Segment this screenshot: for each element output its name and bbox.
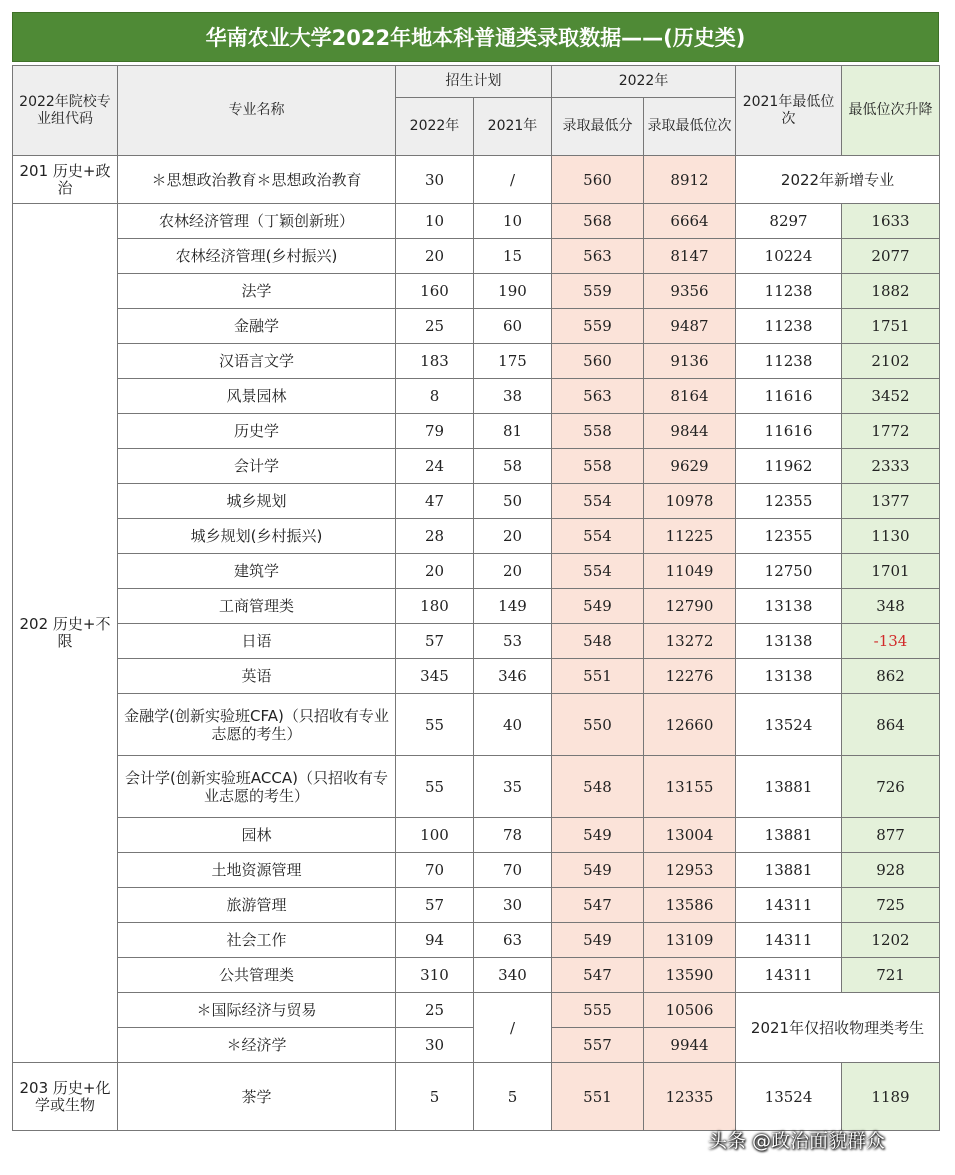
- plan-2021-cell: 78: [474, 818, 552, 853]
- min-rank-cell: 9944: [644, 1028, 736, 1063]
- min-score-cell: 560: [552, 344, 644, 379]
- min-rank-cell: 12276: [644, 659, 736, 694]
- plan-2021-cell: 50: [474, 484, 552, 519]
- major-cell: 城乡规划(乡村振兴): [118, 519, 396, 554]
- min-score-cell: 559: [552, 309, 644, 344]
- plan-2022-cell: 28: [396, 519, 474, 554]
- plan-2021-cell: 20: [474, 554, 552, 589]
- plan-2022-cell: 8: [396, 379, 474, 414]
- major-cell: 金融学(创新实验班CFA)（只招收有专业志愿的考生）: [118, 694, 396, 756]
- min-score-cell: 548: [552, 624, 644, 659]
- major-cell: 建筑学: [118, 554, 396, 589]
- plan-2021-cell: 63: [474, 923, 552, 958]
- rank-2021-cell: 11616: [736, 379, 842, 414]
- header-rank-2021: 2021年最低位次: [736, 66, 842, 156]
- min-score-cell: 551: [552, 659, 644, 694]
- rank-2021-cell: 14311: [736, 923, 842, 958]
- rank-2021-cell: 13524: [736, 1063, 842, 1131]
- rank-change-cell: 726: [842, 756, 940, 818]
- min-score-cell: 549: [552, 853, 644, 888]
- rank-2021-cell: 12355: [736, 484, 842, 519]
- table-row: [13, 274, 940, 309]
- plan-2022-cell: 5: [396, 1063, 474, 1131]
- table-row: [13, 923, 940, 958]
- plan-2022-cell: 30: [396, 156, 474, 204]
- min-rank-cell: 12953: [644, 853, 736, 888]
- rank-change-cell: 721: [842, 958, 940, 993]
- rank-change-cell: -134: [842, 624, 940, 659]
- plan-2021-cell: 340: [474, 958, 552, 993]
- plan-2022-cell: 160: [396, 274, 474, 309]
- min-score-cell: 554: [552, 554, 644, 589]
- major-cell: 风景园林: [118, 379, 396, 414]
- table-row: [13, 156, 940, 204]
- rank-2021-cell: 11616: [736, 414, 842, 449]
- plan-2021-cell: 346: [474, 659, 552, 694]
- plan-2021-cell: 40: [474, 694, 552, 756]
- rank-change-cell: 1772: [842, 414, 940, 449]
- plan-2022-cell: 79: [396, 414, 474, 449]
- header-min-rank: 录取最低位次: [644, 98, 736, 156]
- table-row: [13, 1063, 940, 1131]
- table-row: [13, 756, 940, 818]
- rank-2021-cell: 13138: [736, 624, 842, 659]
- table-row: [13, 414, 940, 449]
- plan-2022-cell: 10: [396, 204, 474, 239]
- min-score-cell: 563: [552, 239, 644, 274]
- min-rank-cell: 9487: [644, 309, 736, 344]
- header-year-2022: 2022年: [552, 66, 736, 98]
- plan-2021-cell: 10: [474, 204, 552, 239]
- min-rank-cell: 9356: [644, 274, 736, 309]
- rank-change-cell: 725: [842, 888, 940, 923]
- rank-2021-cell: 13138: [736, 659, 842, 694]
- min-score-cell: 558: [552, 414, 644, 449]
- table-row: [13, 379, 940, 414]
- plan-2022-cell: 20: [396, 239, 474, 274]
- table-row: [13, 449, 940, 484]
- min-score-cell: 554: [552, 484, 644, 519]
- rank-change-cell: 862: [842, 659, 940, 694]
- rank-2021-cell: 12750: [736, 554, 842, 589]
- table-row: [13, 309, 940, 344]
- plan-2022-cell: 47: [396, 484, 474, 519]
- plan-2022-cell: 57: [396, 624, 474, 659]
- table-row: [13, 818, 940, 853]
- plan-2022-cell: 183: [396, 344, 474, 379]
- min-rank-cell: 8164: [644, 379, 736, 414]
- min-rank-cell: 13109: [644, 923, 736, 958]
- rank-change-cell: 3452: [842, 379, 940, 414]
- major-cell: 园林: [118, 818, 396, 853]
- rank-change-cell: 1202: [842, 923, 940, 958]
- plan-2021-cell: 58: [474, 449, 552, 484]
- plan-2022-cell: 24: [396, 449, 474, 484]
- table-row: [13, 694, 940, 756]
- rank-change-cell: 1189: [842, 1063, 940, 1131]
- major-cell: 城乡规划: [118, 484, 396, 519]
- major-cell: 工商管理类: [118, 589, 396, 624]
- min-score-cell: 559: [552, 274, 644, 309]
- major-cell: 农林经济管理(乡村振兴): [118, 239, 396, 274]
- rank-2021-cell: 10224: [736, 239, 842, 274]
- plan-2022-cell: 57: [396, 888, 474, 923]
- rank-2021-cell: 11238: [736, 309, 842, 344]
- table-row: [13, 204, 940, 239]
- plan-2022-cell: 25: [396, 993, 474, 1028]
- table-row: [13, 853, 940, 888]
- rank-change-cell: 1701: [842, 554, 940, 589]
- min-rank-cell: 11049: [644, 554, 736, 589]
- major-cell: 会计学(创新实验班ACCA)（只招收有专业志愿的考生）: [118, 756, 396, 818]
- min-rank-cell: 9844: [644, 414, 736, 449]
- min-rank-cell: 9629: [644, 449, 736, 484]
- major-cell: ＊思想政治教育＊思想政治教育: [118, 156, 396, 204]
- header-major: 专业名称: [118, 66, 396, 156]
- table-row: [13, 239, 940, 274]
- major-cell: 英语: [118, 659, 396, 694]
- min-rank-cell: 13590: [644, 958, 736, 993]
- plan-2022-cell: 20: [396, 554, 474, 589]
- rank-2021-cell: 11238: [736, 274, 842, 309]
- rank-2021-cell: 14311: [736, 888, 842, 923]
- min-score-cell: 549: [552, 818, 644, 853]
- major-cell: 历史学: [118, 414, 396, 449]
- plan-2022-cell: 25: [396, 309, 474, 344]
- plan-2021-cell: /: [474, 993, 552, 1063]
- rank-change-cell: 2333: [842, 449, 940, 484]
- plan-2022-cell: 100: [396, 818, 474, 853]
- min-score-cell: 555: [552, 993, 644, 1028]
- min-score-cell: 554: [552, 519, 644, 554]
- rank-2021-cell: 8297: [736, 204, 842, 239]
- min-rank-cell: 13004: [644, 818, 736, 853]
- table-title: 华南农业大学2022年地本科普通类录取数据——(历史类): [12, 12, 939, 62]
- group-code-cell: 201 历史+政治: [13, 156, 118, 204]
- major-cell: ＊国际经济与贸易: [118, 993, 396, 1028]
- header-rank-change: 最低位次升降: [842, 66, 940, 156]
- rank-2021-cell: 13881: [736, 756, 842, 818]
- min-rank-cell: 13272: [644, 624, 736, 659]
- plan-2022-cell: 180: [396, 589, 474, 624]
- min-score-cell: 549: [552, 589, 644, 624]
- min-rank-cell: 8147: [644, 239, 736, 274]
- major-cell: 汉语言文学: [118, 344, 396, 379]
- table-row: [13, 344, 940, 379]
- rank-change-cell: 1633: [842, 204, 940, 239]
- min-rank-cell: 10978: [644, 484, 736, 519]
- min-rank-cell: 12660: [644, 694, 736, 756]
- rank-change-cell: 1130: [842, 519, 940, 554]
- major-cell: 土地资源管理: [118, 853, 396, 888]
- min-rank-cell: 8912: [644, 156, 736, 204]
- major-cell: ＊经济学: [118, 1028, 396, 1063]
- plan-2021-cell: 53: [474, 624, 552, 659]
- header-plan: 招生计划: [396, 66, 552, 98]
- rank-change-cell: 2102: [842, 344, 940, 379]
- min-rank-cell: 6664: [644, 204, 736, 239]
- min-score-cell: 550: [552, 694, 644, 756]
- min-rank-cell: 12335: [644, 1063, 736, 1131]
- plan-2021-cell: 38: [474, 379, 552, 414]
- plan-2022-cell: 55: [396, 756, 474, 818]
- plan-2022-cell: 55: [396, 694, 474, 756]
- header-group-code: 2022年院校专业组代码: [13, 66, 118, 156]
- rank-change-cell: 928: [842, 853, 940, 888]
- min-rank-cell: 11225: [644, 519, 736, 554]
- table-row: [13, 659, 940, 694]
- plan-2022-cell: 70: [396, 853, 474, 888]
- plan-2021-cell: 81: [474, 414, 552, 449]
- table-row: [13, 484, 940, 519]
- plan-2021-cell: 5: [474, 1063, 552, 1131]
- group-code-cell: 203 历史+化学或生物: [13, 1063, 118, 1131]
- major-cell: 日语: [118, 624, 396, 659]
- header-min-score: 录取最低分: [552, 98, 644, 156]
- table-row: [13, 993, 940, 1028]
- min-score-cell: 557: [552, 1028, 644, 1063]
- min-rank-cell: 13586: [644, 888, 736, 923]
- note-cell: 2022年新增专业: [736, 156, 940, 204]
- min-rank-cell: 13155: [644, 756, 736, 818]
- plan-2021-cell: 60: [474, 309, 552, 344]
- plan-2021-cell: /: [474, 156, 552, 204]
- watermark: 头条 @政治面貌群众: [708, 1130, 886, 1152]
- table-row: [13, 554, 940, 589]
- header-plan-2021: 2021年: [474, 98, 552, 156]
- plan-2022-cell: 94: [396, 923, 474, 958]
- min-score-cell: 547: [552, 958, 644, 993]
- min-score-cell: 558: [552, 449, 644, 484]
- rank-2021-cell: 11238: [736, 344, 842, 379]
- rank-change-cell: 1751: [842, 309, 940, 344]
- header-plan-2022: 2022年: [396, 98, 474, 156]
- min-score-cell: 549: [552, 923, 644, 958]
- plan-2022-cell: 310: [396, 958, 474, 993]
- group-code-cell: 202 历史+不限: [13, 204, 118, 1063]
- major-cell: 社会工作: [118, 923, 396, 958]
- major-cell: 茶学: [118, 1063, 396, 1131]
- table-row: [13, 958, 940, 993]
- admission-table: [12, 65, 940, 1131]
- plan-2021-cell: 20: [474, 519, 552, 554]
- note-cell: 2021年仅招收物理类考生: [736, 993, 940, 1063]
- table-row: [13, 624, 940, 659]
- min-rank-cell: 12790: [644, 589, 736, 624]
- rank-change-cell: 2077: [842, 239, 940, 274]
- plan-2022-cell: 30: [396, 1028, 474, 1063]
- rank-2021-cell: 13138: [736, 589, 842, 624]
- plan-2021-cell: 15: [474, 239, 552, 274]
- rank-2021-cell: 11962: [736, 449, 842, 484]
- min-score-cell: 560: [552, 156, 644, 204]
- table-row: [13, 888, 940, 923]
- rank-change-cell: 1882: [842, 274, 940, 309]
- rank-change-cell: 1377: [842, 484, 940, 519]
- min-rank-cell: 9136: [644, 344, 736, 379]
- rank-change-cell: 864: [842, 694, 940, 756]
- major-cell: 农林经济管理（丁颖创新班）: [118, 204, 396, 239]
- table-row: [13, 519, 940, 554]
- rank-2021-cell: 14311: [736, 958, 842, 993]
- table-row: [13, 589, 940, 624]
- plan-2022-cell: 345: [396, 659, 474, 694]
- plan-2021-cell: 35: [474, 756, 552, 818]
- major-cell: 会计学: [118, 449, 396, 484]
- major-cell: 法学: [118, 274, 396, 309]
- major-cell: 旅游管理: [118, 888, 396, 923]
- major-cell: 金融学: [118, 309, 396, 344]
- min-score-cell: 548: [552, 756, 644, 818]
- min-score-cell: 568: [552, 204, 644, 239]
- min-score-cell: 547: [552, 888, 644, 923]
- plan-2021-cell: 149: [474, 589, 552, 624]
- min-score-cell: 563: [552, 379, 644, 414]
- min-score-cell: 551: [552, 1063, 644, 1131]
- rank-2021-cell: 13881: [736, 853, 842, 888]
- rank-change-cell: 877: [842, 818, 940, 853]
- plan-2021-cell: 30: [474, 888, 552, 923]
- rank-2021-cell: 13881: [736, 818, 842, 853]
- plan-2021-cell: 175: [474, 344, 552, 379]
- major-cell: 公共管理类: [118, 958, 396, 993]
- rank-change-cell: 348: [842, 589, 940, 624]
- rank-2021-cell: 12355: [736, 519, 842, 554]
- plan-2021-cell: 190: [474, 274, 552, 309]
- plan-2021-cell: 70: [474, 853, 552, 888]
- rank-2021-cell: 13524: [736, 694, 842, 756]
- min-rank-cell: 10506: [644, 993, 736, 1028]
